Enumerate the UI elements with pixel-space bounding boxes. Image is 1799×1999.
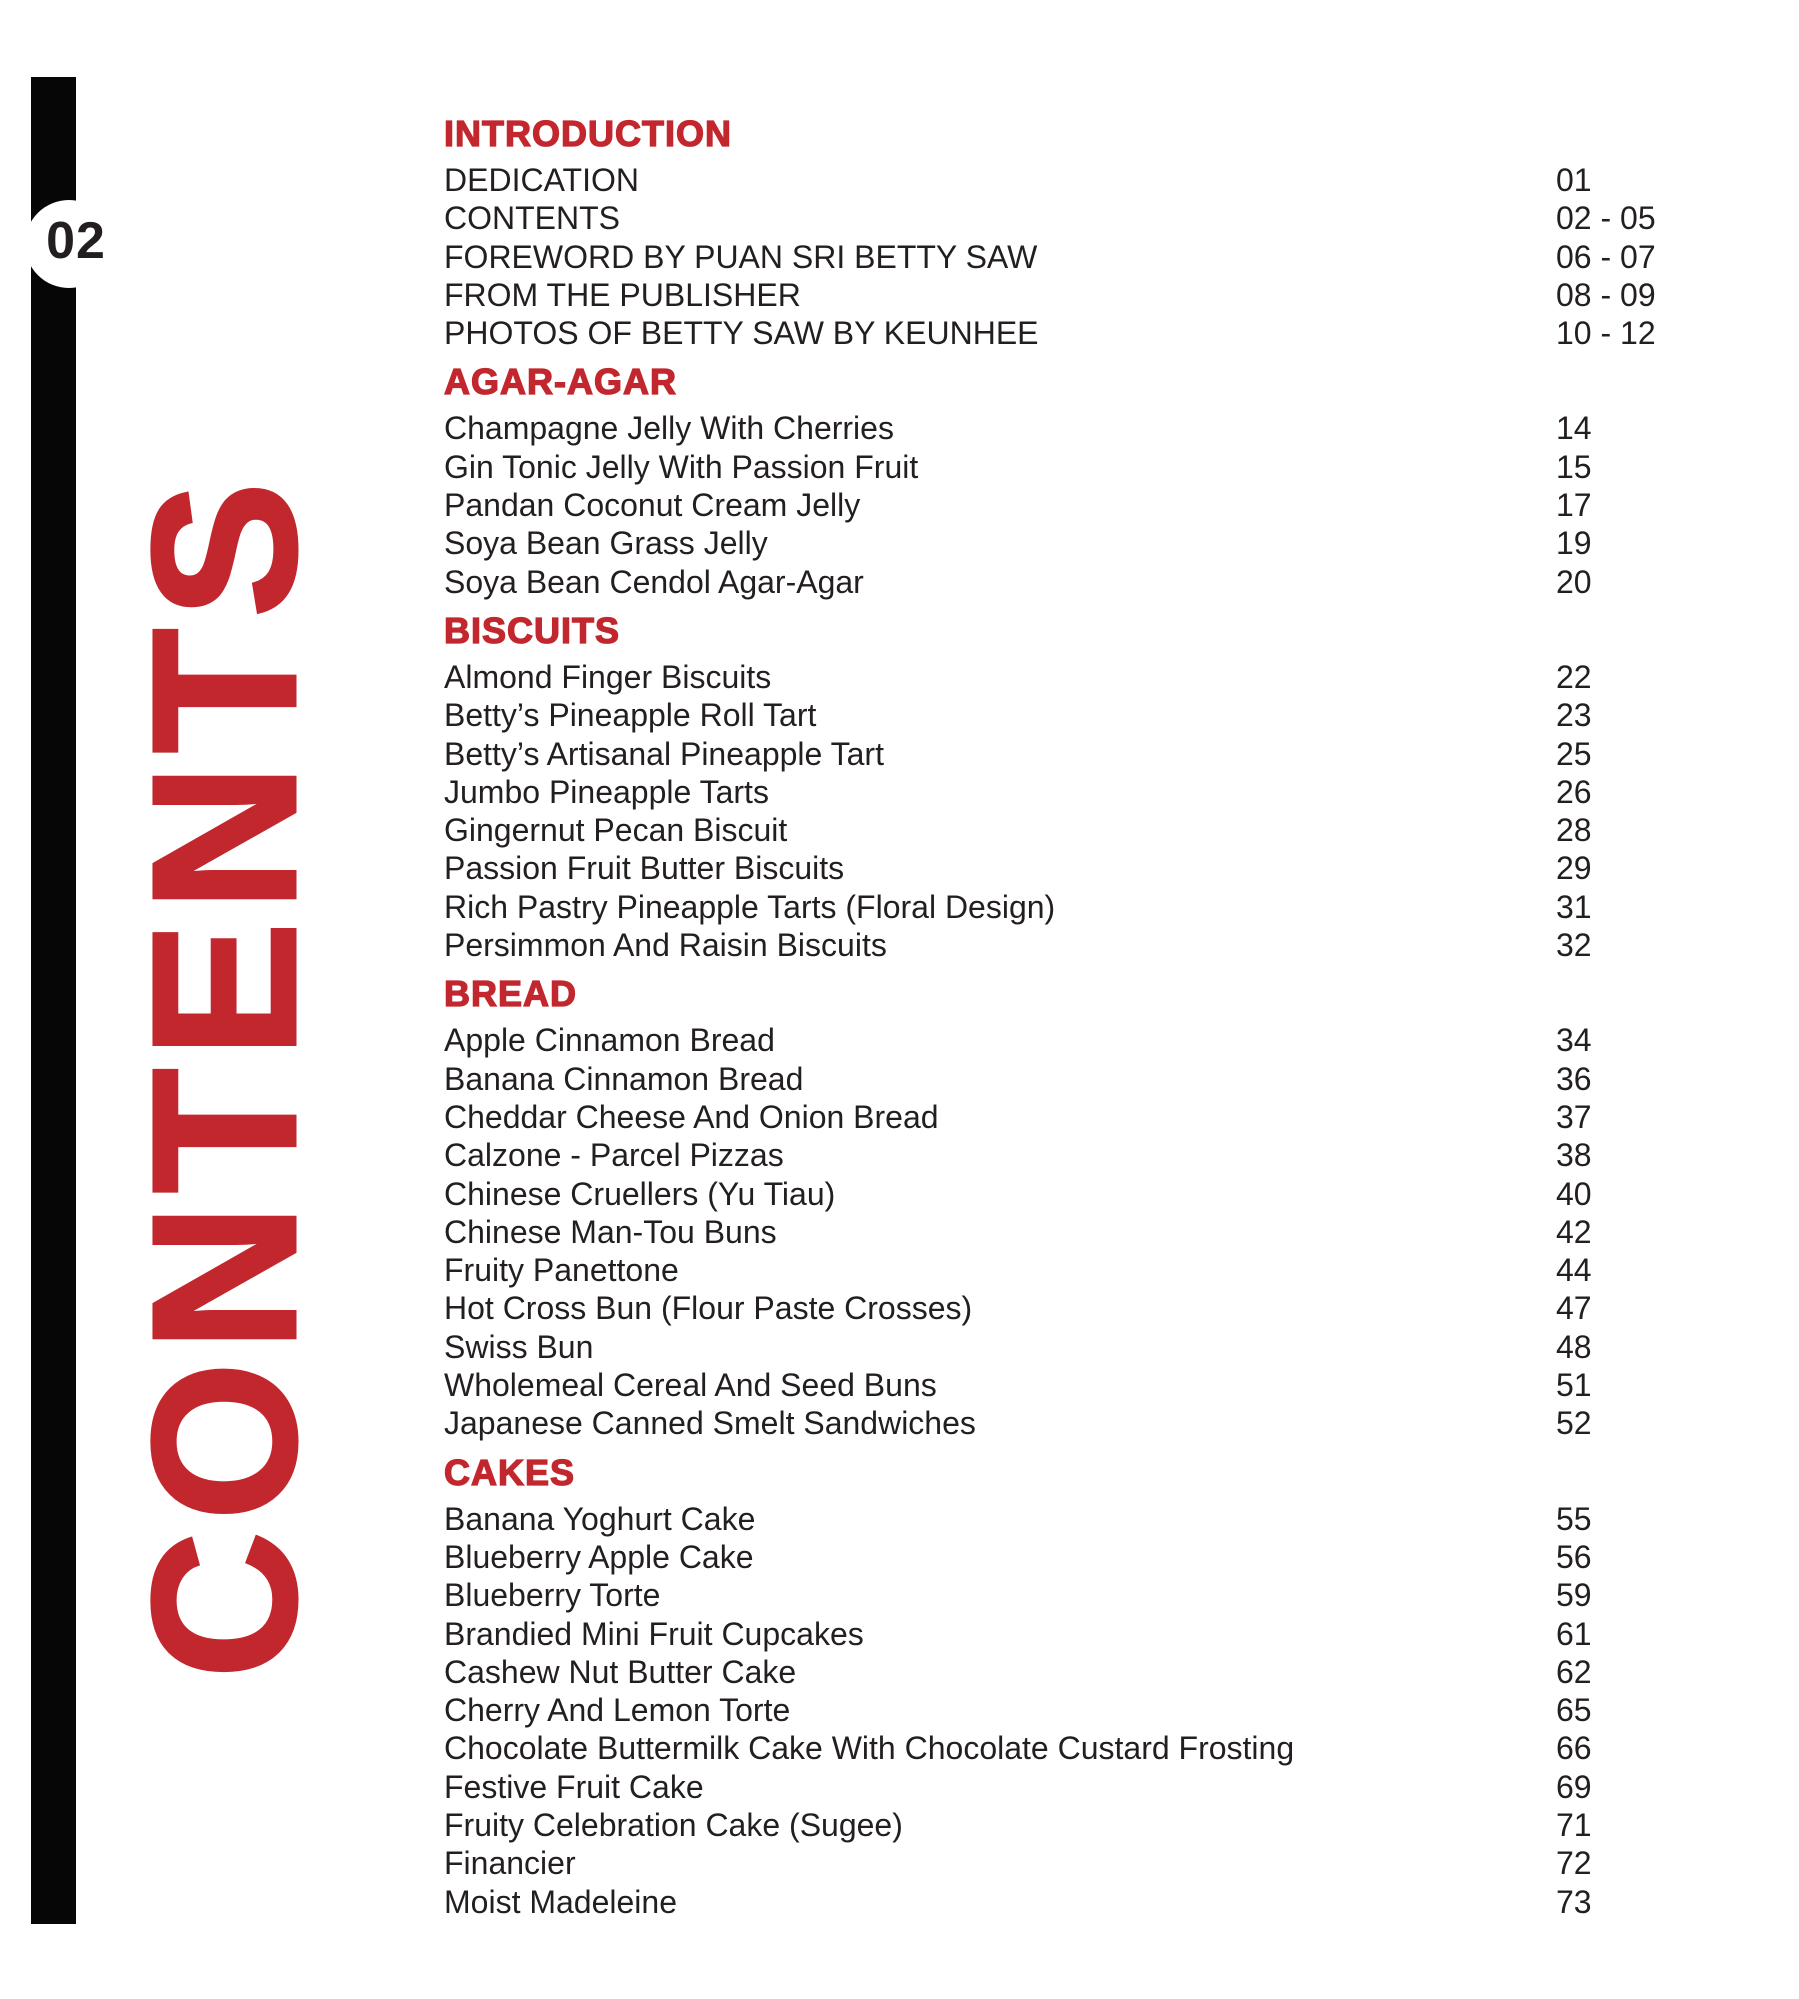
- entry-title: Fruity Celebration Cake (Sugee): [444, 1806, 903, 1843]
- toc-entry: [444, 1289, 1724, 1327]
- entry-page: 73: [1556, 1883, 1592, 1920]
- entry-title: Blueberry Apple Cake: [444, 1538, 754, 1575]
- entry-page: 66: [1556, 1730, 1592, 1767]
- toc-entry: [444, 448, 1724, 486]
- toc-entry: [444, 314, 1724, 352]
- entry-title: Passion Fruit Butter Biscuits: [444, 850, 845, 887]
- toc-entry: [444, 849, 1724, 887]
- entry-page: 55: [1556, 1500, 1592, 1537]
- table-of-contents: [444, 110, 1724, 1921]
- entry-page: 28: [1556, 812, 1592, 849]
- entry-page: 40: [1556, 1175, 1592, 1212]
- entry-page: 10 - 12: [1556, 315, 1656, 352]
- toc-entry: [444, 1806, 1724, 1844]
- entry-title: Hot Cross Bun (Flour Paste Crosses): [444, 1290, 973, 1327]
- entry-page: 44: [1556, 1252, 1592, 1289]
- entry-page: 20: [1556, 563, 1592, 600]
- entry-page: 32: [1556, 927, 1592, 964]
- toc-entry: [444, 1328, 1724, 1366]
- toc-entry: [444, 1366, 1724, 1404]
- section-title: BREAD: [444, 973, 578, 1015]
- entry-page: 56: [1556, 1538, 1592, 1575]
- entry-title: Moist Madeleine: [444, 1883, 677, 1920]
- entry-page: 26: [1556, 773, 1592, 810]
- entry-title: Swiss Bun: [444, 1328, 594, 1365]
- section-title: INTRODUCTION: [444, 113, 732, 154]
- entry-page: 42: [1556, 1213, 1592, 1250]
- entry-page: 17: [1556, 487, 1592, 524]
- toc-entry: [444, 1021, 1724, 1059]
- vertical-contents-title: CONTENTS: [110, 471, 339, 1679]
- entry-page: 06 - 07: [1556, 238, 1656, 275]
- side-rail: [31, 77, 76, 1924]
- toc-section: [444, 607, 1724, 964]
- entry-title: Soya Bean Cendol Agar-Agar: [444, 563, 864, 600]
- entry-title: Calzone - Parcel Pizzas: [444, 1137, 784, 1174]
- entry-page: 72: [1556, 1845, 1592, 1882]
- entry-title: Almond Finger Biscuits: [444, 658, 772, 695]
- toc-entry: [444, 238, 1724, 276]
- entry-title: Betty’s Pineapple Roll Tart: [444, 697, 817, 734]
- toc-section: [444, 110, 1724, 352]
- entry-title: Gin Tonic Jelly With Passion Fruit: [444, 448, 919, 485]
- toc-entry: [444, 1844, 1724, 1882]
- entry-title: Jumbo Pineapple Tarts: [444, 773, 769, 810]
- entry-title: Gingernut Pecan Biscuit: [444, 812, 788, 849]
- toc-entry: [444, 1729, 1724, 1767]
- entry-page: 47: [1556, 1290, 1592, 1327]
- entry-title: Japanese Canned Smelt Sandwiches: [444, 1405, 976, 1442]
- entry-title: Blueberry Torte: [444, 1577, 661, 1614]
- section-title: BISCUITS: [444, 609, 621, 651]
- entry-title: Cashew Nut Butter Cake: [444, 1653, 797, 1690]
- entry-title: Financier: [444, 1845, 576, 1882]
- toc-entry: [444, 409, 1724, 447]
- entry-title: Cherry And Lemon Torte: [444, 1692, 791, 1729]
- entry-title: Cheddar Cheese And Onion Bread: [444, 1098, 939, 1135]
- entry-page: 61: [1556, 1615, 1592, 1652]
- toc-entry: [444, 888, 1724, 926]
- toc-entry: [444, 1136, 1724, 1174]
- entry-title: DEDICATION: [444, 162, 639, 198]
- entry-title: FROM THE PUBLISHER: [444, 276, 801, 313]
- entry-page: 19: [1556, 525, 1592, 562]
- entry-title: Soya Bean Grass Jelly: [444, 525, 768, 562]
- toc-entry: [444, 1615, 1724, 1653]
- toc-entry: [444, 1653, 1724, 1691]
- toc-entry: [444, 735, 1724, 773]
- toc-entry: [444, 773, 1724, 811]
- entry-page: 25: [1556, 735, 1592, 772]
- entry-page: 22: [1556, 658, 1592, 695]
- toc-entry: [444, 1500, 1724, 1538]
- toc-entry: [444, 1883, 1724, 1921]
- entry-title: PHOTOS OF BETTY SAW BY KEUNHEE: [444, 315, 1039, 352]
- entry-title: Fruity Panettone: [444, 1252, 679, 1289]
- entry-page: 14: [1556, 410, 1592, 447]
- entry-page: 23: [1556, 697, 1592, 734]
- entry-title: Festive Fruit Cake: [444, 1768, 704, 1805]
- toc-entry: [444, 524, 1724, 562]
- entry-page: 08 - 09: [1556, 276, 1656, 313]
- toc-entry: [444, 276, 1724, 314]
- entry-title: Pandan Coconut Cream Jelly: [444, 487, 861, 524]
- toc-entry: [444, 1098, 1724, 1136]
- entry-page: 38: [1556, 1137, 1592, 1174]
- entry-title: Chinese Cruellers (Yu Tiau): [444, 1175, 836, 1212]
- entry-page: 36: [1556, 1060, 1592, 1097]
- entry-page: 62: [1556, 1653, 1592, 1690]
- entry-page: 37: [1556, 1098, 1592, 1135]
- entry-title: Rich Pastry Pineapple Tarts (Floral Design): [444, 888, 1056, 925]
- page-number-badge: [25, 200, 113, 288]
- toc-entry: [444, 696, 1724, 734]
- section-title: AGAR-AGAR: [444, 361, 677, 403]
- toc-entry: [444, 1691, 1724, 1729]
- toc-entry: [444, 1404, 1724, 1442]
- toc-section: [444, 1449, 1724, 1921]
- entry-page: 02 - 05: [1556, 200, 1656, 237]
- entry-page: 65: [1556, 1692, 1592, 1729]
- entry-page: 31: [1556, 888, 1592, 925]
- entry-page: 59: [1556, 1577, 1592, 1614]
- entry-page: 48: [1556, 1328, 1592, 1365]
- entry-title: Chocolate Buttermilk Cake With Chocolate Custard Frosting: [444, 1730, 1295, 1767]
- toc-entry: [444, 1213, 1724, 1251]
- entry-title: Banana Yoghurt Cake: [444, 1500, 756, 1537]
- entry-title: Betty’s Artisanal Pineapple Tart: [444, 735, 884, 772]
- entry-page: 69: [1556, 1768, 1592, 1805]
- entry-title: Brandied Mini Fruit Cupcakes: [444, 1615, 864, 1652]
- entry-title: Champagne Jelly With Cherries: [444, 410, 894, 447]
- page-number: 02: [46, 212, 106, 270]
- entry-page: 51: [1556, 1367, 1592, 1404]
- toc-entry: [444, 161, 1724, 199]
- toc-entry: [444, 1175, 1724, 1213]
- entry-title: Apple Cinnamon Bread: [444, 1022, 775, 1059]
- entry-title: CONTENTS: [444, 200, 620, 237]
- toc-entry: [444, 1538, 1724, 1576]
- entry-title: FOREWORD BY PUAN SRI BETTY SAW: [444, 238, 1038, 275]
- toc-section: [444, 358, 1724, 600]
- toc-entry: [444, 563, 1724, 601]
- entry-page: 71: [1556, 1806, 1592, 1843]
- section-title: CAKES: [444, 1451, 576, 1493]
- toc-entry: [444, 486, 1724, 524]
- toc-entry: [444, 1768, 1724, 1806]
- entry-title: Wholemeal Cereal And Seed Buns: [444, 1367, 937, 1404]
- entry-page: 34: [1556, 1022, 1592, 1059]
- entry-title: Chinese Man-Tou Buns: [444, 1213, 777, 1250]
- toc-entry: [444, 199, 1724, 237]
- toc-entry: [444, 1576, 1724, 1614]
- entry-title: Banana Cinnamon Bread: [444, 1060, 804, 1097]
- entry-page: 52: [1556, 1405, 1592, 1442]
- toc-entry: [444, 1060, 1724, 1098]
- toc-section: [444, 970, 1724, 1442]
- entry-page: 15: [1556, 448, 1592, 485]
- toc-entry: [444, 811, 1724, 849]
- toc-entry: [444, 1251, 1724, 1289]
- toc-entry: [444, 926, 1724, 964]
- entry-page: 29: [1556, 850, 1592, 887]
- entry-page: 01: [1556, 162, 1592, 198]
- entry-title: Persimmon And Raisin Biscuits: [444, 927, 887, 964]
- toc-entry: [444, 658, 1724, 696]
